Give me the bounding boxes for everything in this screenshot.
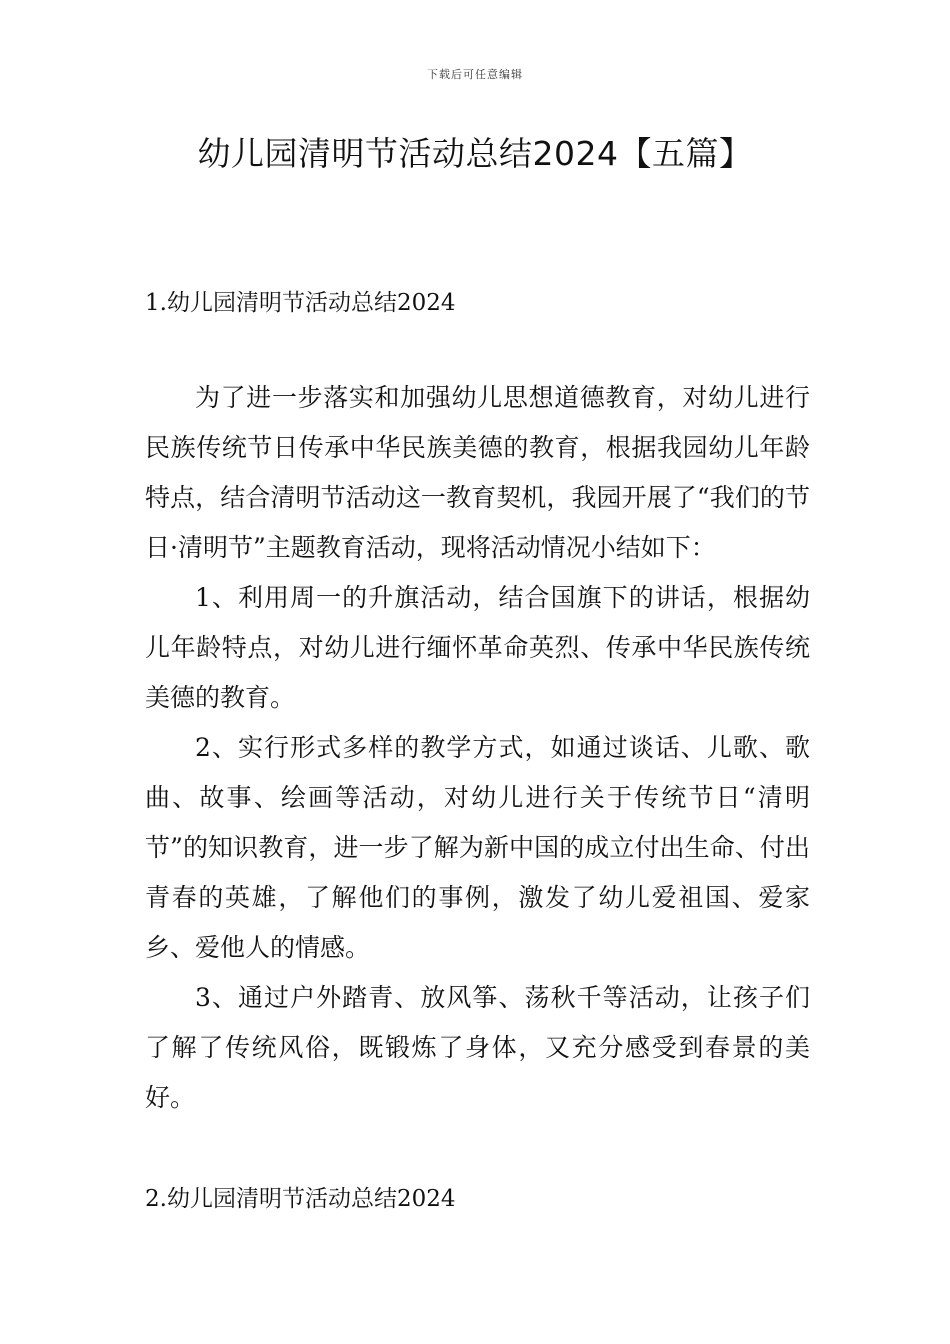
section-heading-2: 2.幼儿园清明节活动总结2024 — [145, 1186, 456, 1212]
paragraph: 3、通过户外踏青、放风筝、荡秋千等活动，让孩子们了解了传统风俗，既锻炼了身体，又充分感受到春景的美好。 — [145, 983, 810, 1112]
section-heading-1: 1.幼儿园清明节活动总结2024 — [145, 290, 456, 316]
section-1-body — [145, 373, 810, 1123]
document-title: 幼儿园清明节活动总结2024【五篇】 — [197, 134, 753, 173]
paragraph: 为了进一步落实和加强幼儿思想道德教育，对幼儿进行民族传统节日传承中华民族美德的教育，根据我园幼儿年龄特点，结合清明节活动这一教育契机，我园开展了“我们的节日·清明节”主题教育活动，现将活动情况小结如下： — [145, 383, 810, 562]
paragraph: 1、利用周一的升旗活动，结合国旗下的讲话，根据幼儿年龄特点，对幼儿进行缅怀革命英烈、传承中华民族传统美德的教育。 — [145, 583, 810, 712]
paragraph: 2、实行形式多样的教学方式，如通过谈话、儿歌、歌曲、故事、绘画等活动，对幼儿进行关于传统节日“清明节”的知识教育，进一步了解为新中国的成立付出生命、付出青春的英雄，了解他们的事例，激发了幼儿爱祖国、爱家乡、爱他人的情感。 — [145, 733, 810, 962]
header-note: 下载后可任意编辑 — [427, 68, 523, 81]
